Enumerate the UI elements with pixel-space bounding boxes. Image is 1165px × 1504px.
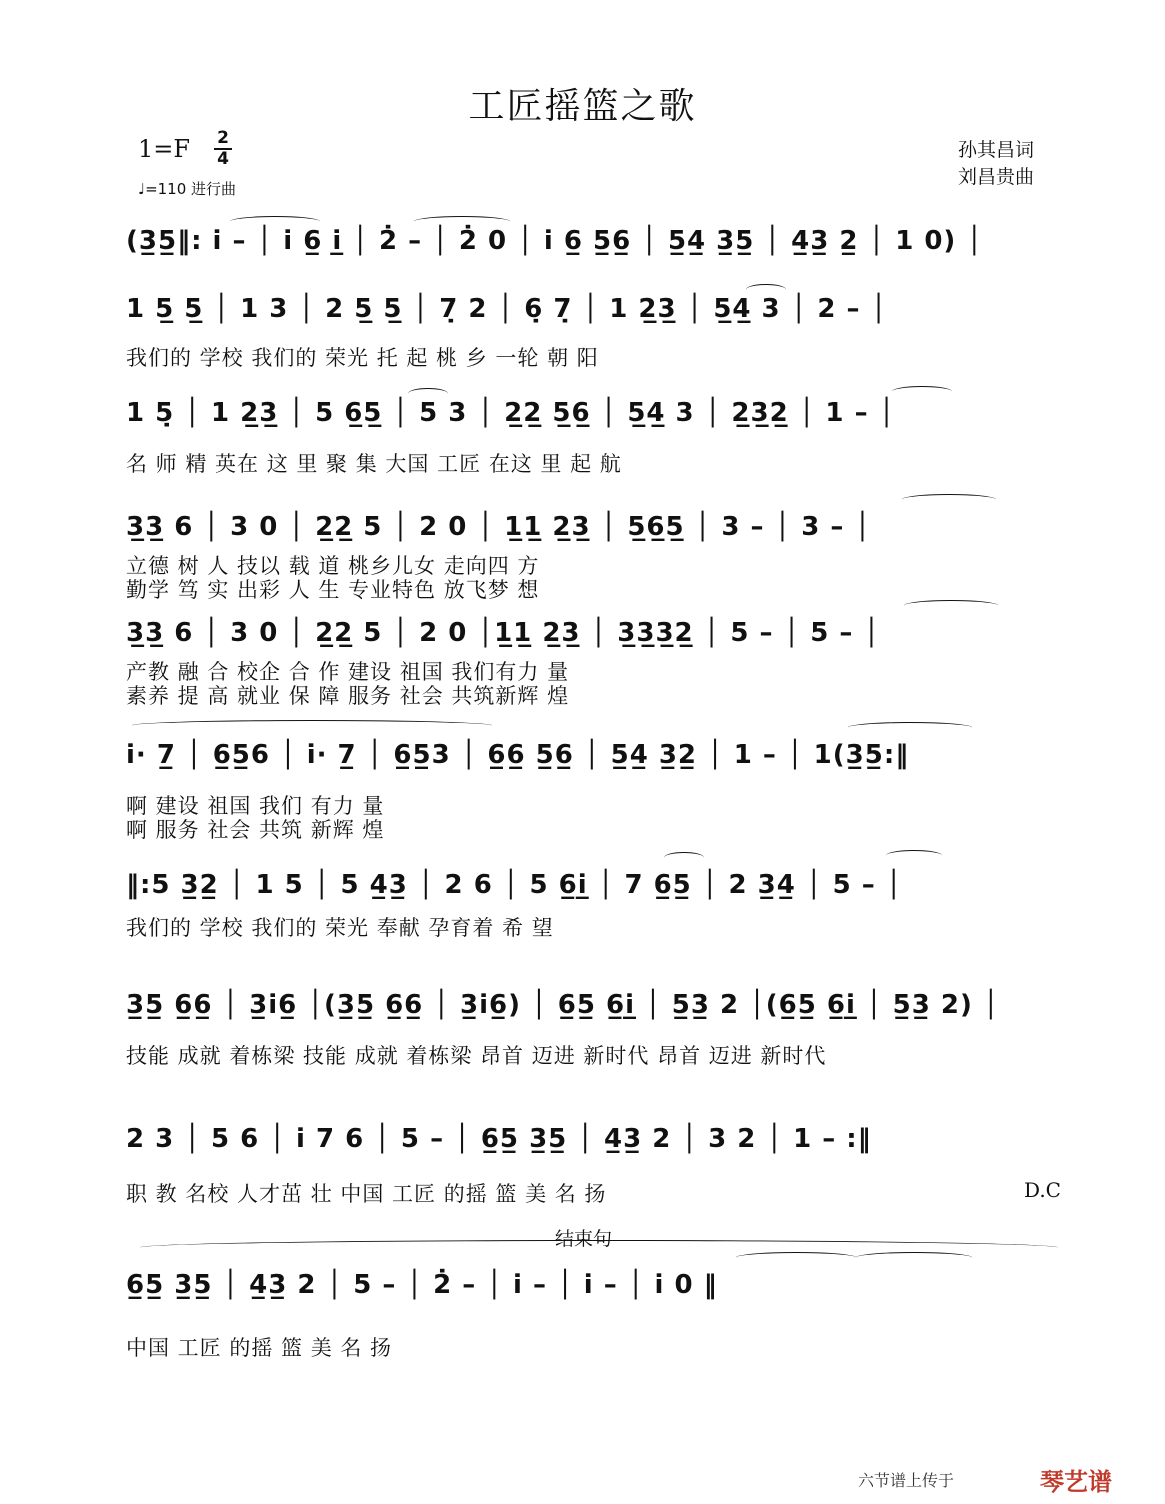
lyric-verse: 名 师 精 英在 这 里 聚 集 大国 工匠 在这 里 起 航 [126,452,622,476]
coda-label: 结束句 [555,1228,613,1250]
footer-credit: 六节谱上传于 [858,1471,955,1490]
staff-line-8 [126,986,1066,1066]
lyric-verse-1: 产教 融 合 校企 合 作 建设 祖国 我们有力 量 [126,660,570,684]
notation: 3̲3̲ 6 │ 3 0 │ 2̲2̲ 5 │ 2 0 │ 1̲1̲ 2̲3̲ │ 5̲6̲5̲ │ 3 – │ 3 – │ [126,512,872,542]
notation: 3̲5̲ 6̲6̲ │ 3̲i̇6̲ │(3̲5̲ 6̲6̲ │ 3̲i̇6̲) │ 6̲5̲ 6̲i̲̇ │ 5̲3̲ 2 │(6̲5̲ 6̲i̲̇ │ 5̲3̲ 2) │ [126,990,1000,1020]
lyric-verse: 我们的 学校 我们的 荣光 托 起 桃 乡 一轮 朝 阳 [126,346,599,370]
staff-line-9 [126,1120,1066,1206]
page-title: 工匠摇篮之歌 [468,86,697,127]
staff-line-10 [126,1266,1066,1366]
notation: 1 5̲ 5̲ │ 1 3 │ 2 5̲ 5̲ │ 7̣ 2 │ 6̣ 7̣ │ 1 2̲3̲ │ 5̲4̲ 3 │ 2 – │ [126,294,888,324]
site-watermark: 琴艺谱 [1040,1468,1112,1496]
lyric-verse: 中国 工匠 的摇 篮 美 名 扬 [126,1336,393,1360]
lyric-verse-2: 勤学 笃 实 出彩 人 生 专业特色 放飞梦 想 [126,578,540,602]
lyric-verse-1: 立德 树 人 技以 载 道 桃乡儿女 走向四 方 [126,554,540,578]
staff-line-7 [126,866,1066,946]
notation: 6̲5̲ 3̲5̲ │ 4̲3̲ 2 │ 5 – │ 2̇ – │ i̇ – │ i̇ – │ i̇ 0 ‖ [126,1270,718,1300]
staff-line-1 [126,222,1066,272]
meter-top: 2 [217,128,229,148]
notation: 3̲3̲ 6 │ 3 0 │ 2̲2̲ 5 │ 2 0 │1̲1̲ 2̲3̲ │ 3̲3̲3̲2̲ │ 5 – │ 5 – │ [126,618,881,648]
notation: 2 3 │ 5 6 │ i̇ 7 6 │ 5 – │ 6̲5̲ 3̲5̲ │ 4̲3̲ 2 │ 3 2 │ 1 – :‖ [126,1124,872,1154]
staff-line-4 [126,508,1066,608]
composer-credit: 刘昌贵曲 [958,166,1035,188]
lyric-verse: 职 教 名校 人才茁 壮 中国 工匠 的摇 篮 美 名 扬 [126,1182,607,1206]
staff-line-6 [126,736,1066,846]
dc-marking: D.C [1024,1178,1061,1202]
notation: 1 5̣ │ 1 2̲3̲ │ 5 6̲5̲ │ 5 3 │ 2̲2̲ 5̲6̲ │ 5̲4̲ 3 │ 2̲3̲2̲ │ 1 – │ [126,398,896,428]
lyric-verse-2: 素养 提 高 就业 保 障 服务 社会 共筑新辉 煌 [126,684,570,708]
lyric-verse-1: 啊 建设 祖国 我们 有力 量 [126,794,385,818]
time-signature [214,130,232,168]
notation: (3̲5̲‖: i̇ – │ i̇ 6̲ i̲̇ │ 2̇ – │ 2̇ 0 │ i̇ 6̲ 5̲6̲ │ 5̲4̲ 3̲5̲ │ 4̲3̲ 2̲ │ 1 0) │ [126,226,984,256]
tempo-marking: ♩=110 进行曲 [138,180,237,198]
staff-line-3 [126,394,1066,484]
staff-line-2 [126,290,1066,380]
meter-bottom: 4 [217,149,229,169]
lyric-verse-2: 啊 服务 社会 共筑 新辉 煌 [126,818,385,842]
lyricist-credit: 孙其昌词 [958,139,1035,161]
notation: i̇· 7̲ │ 6̲5̲6 │ i̇· 7̲ │ 6̲5̲3 │ 6̲6̲ 5̲6̲ │ 5̲4̲ 3̲2̲ │ 1 – │ 1(3̲5̲:‖ [126,740,910,770]
staff-line-5 [126,614,1066,714]
lyric-verse: 我们的 学校 我们的 荣光 奉献 孕育着 希 望 [126,916,554,940]
lyric-verse: 技能 成就 着栋梁 技能 成就 着栋梁 昂首 迈进 新时代 昂首 迈进 新时代 [126,1044,827,1068]
notation: ‖:5 3̲2̲ │ 1 5 │ 5 4̲3̲ │ 2 6 │ 5 6̲i̲̇ │ 7 6̲5̲ │ 2 3̲4̲ │ 5 – │ [126,870,903,900]
key-signature: 1=F [138,135,191,163]
